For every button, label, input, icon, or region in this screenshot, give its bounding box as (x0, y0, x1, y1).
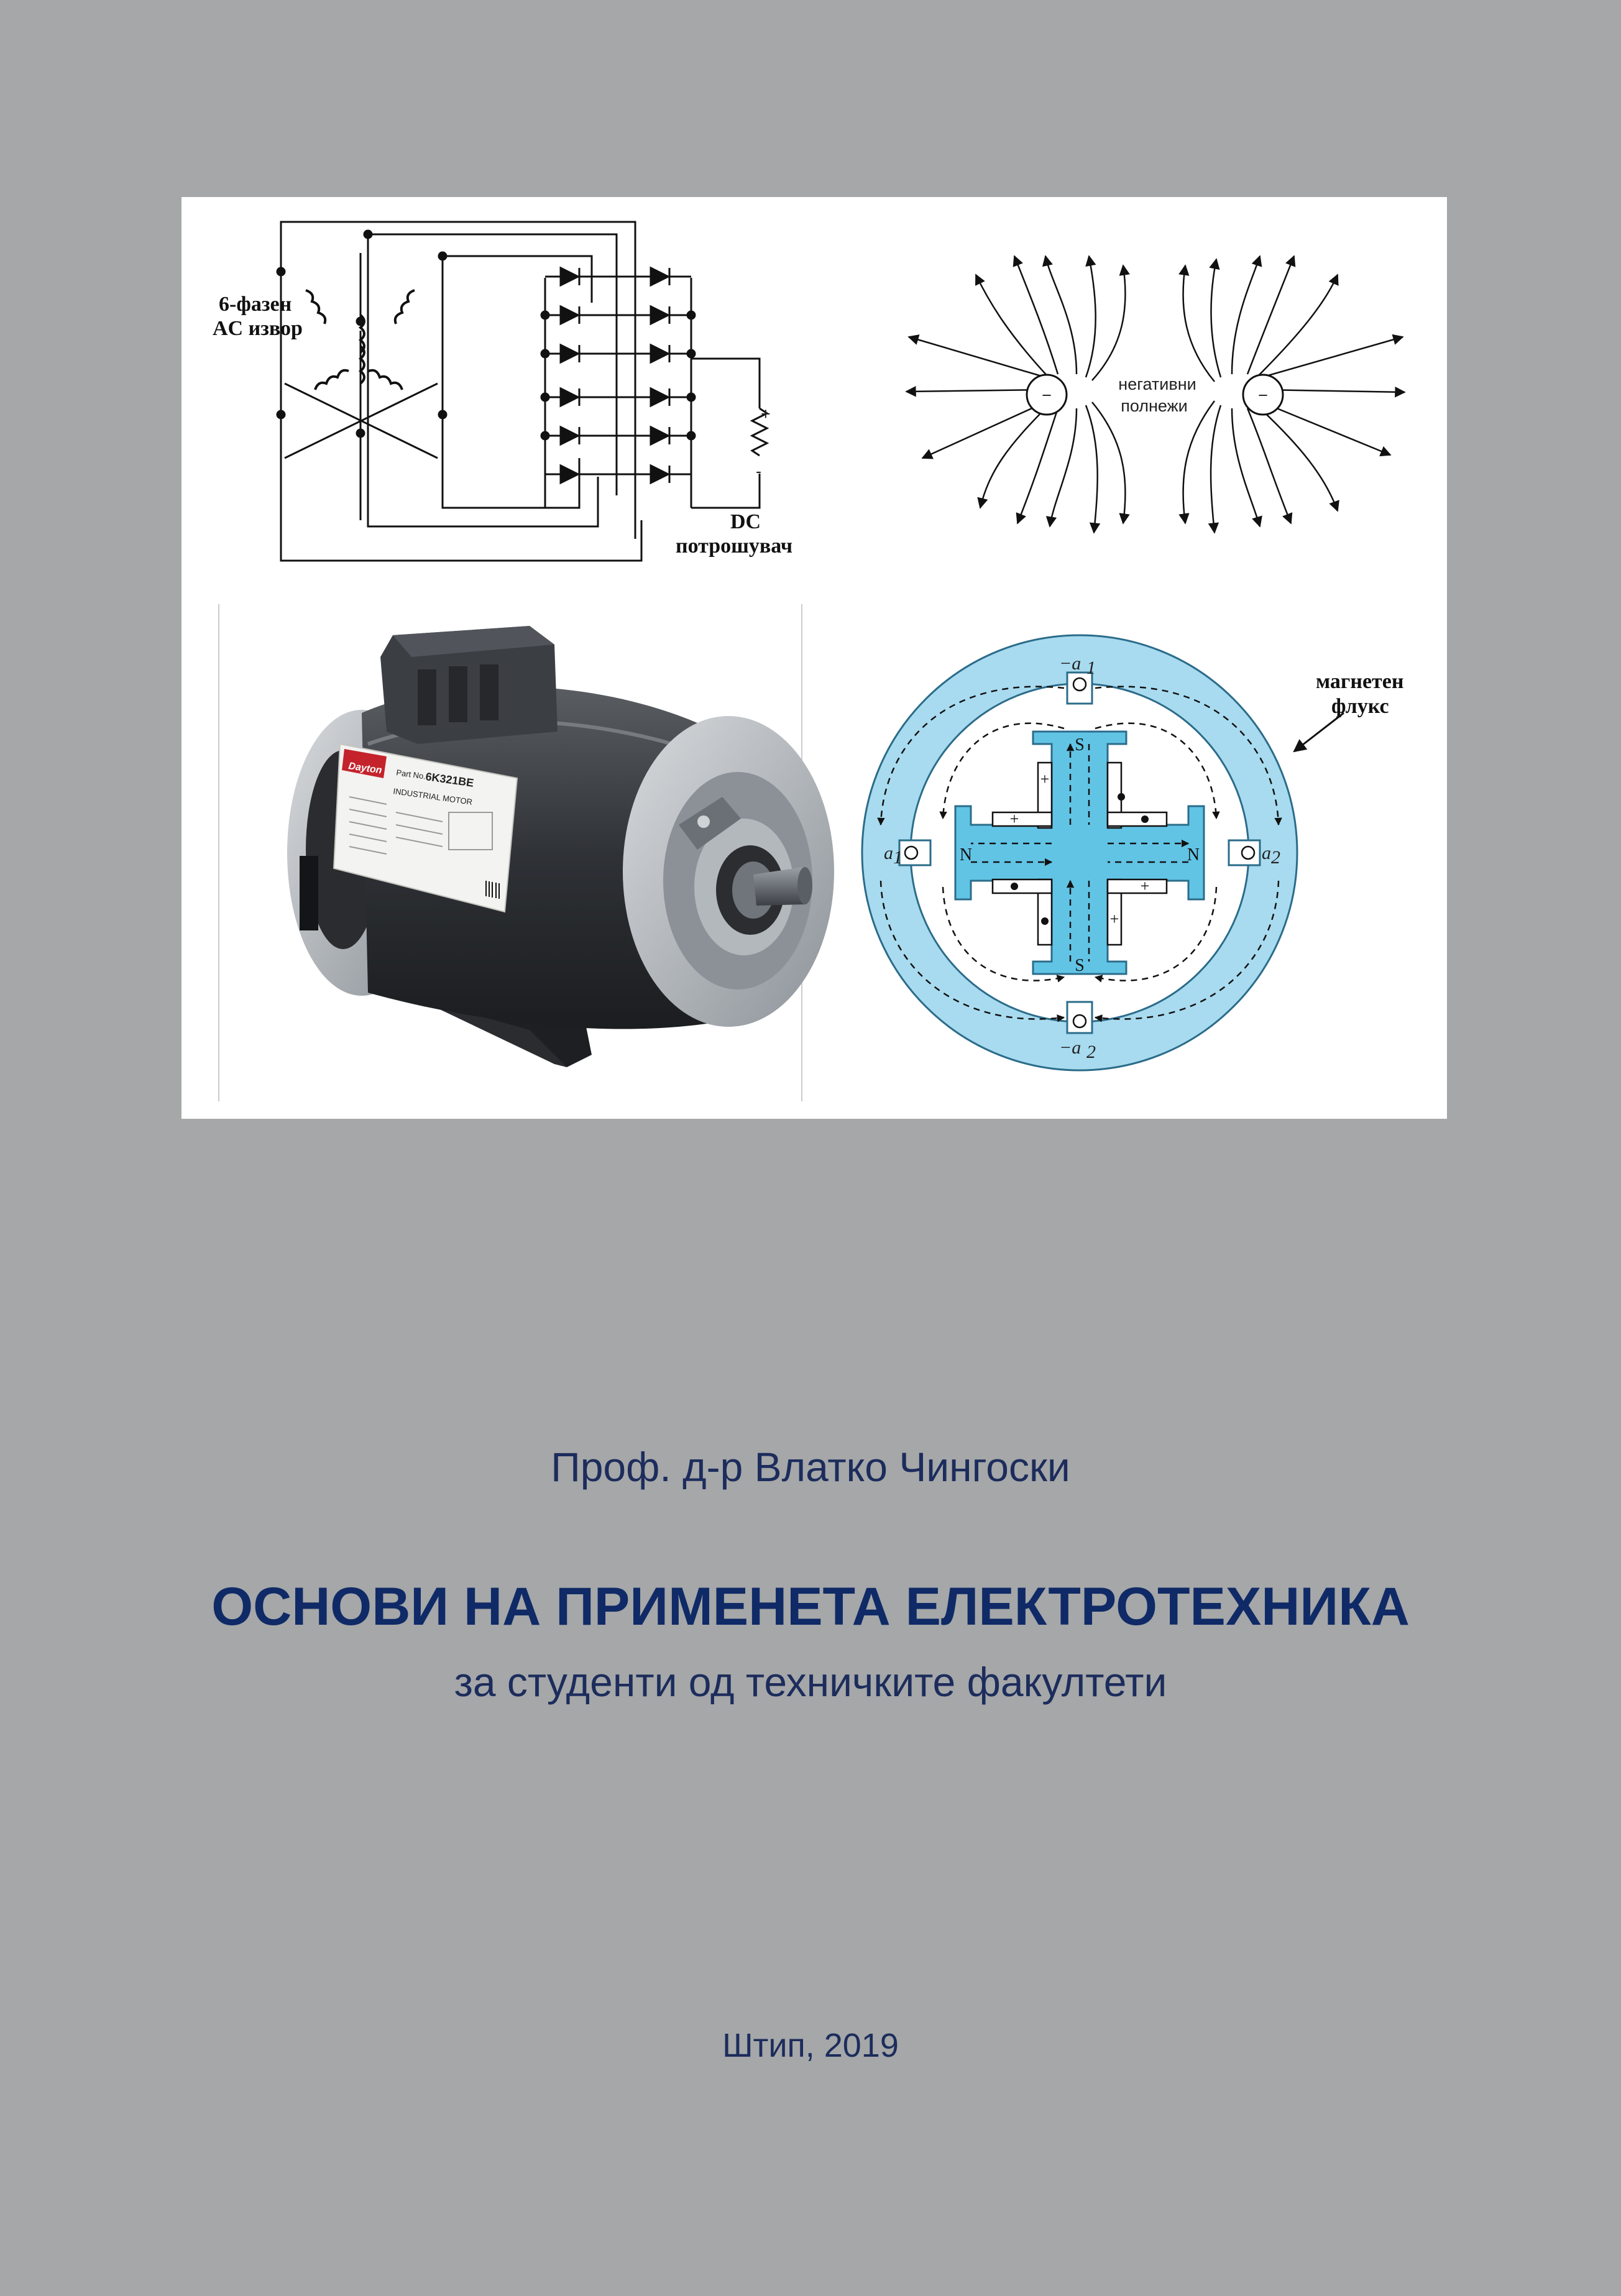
label-a1: a (884, 843, 893, 863)
label-neg-a1: −a (1059, 653, 1081, 674)
pole-s-bottom: S (1075, 956, 1085, 975)
negative-charges-figure (906, 256, 1447, 533)
label-neg-a2-sub: 2 (1086, 1042, 1096, 1062)
rectifier-load-label-2: потрошувач (676, 535, 793, 558)
plus-left: + (1009, 810, 1019, 828)
plus-right: + (1140, 877, 1150, 895)
label-a1-sub: 1 (893, 847, 902, 868)
motor-part-number: 6K321BE (425, 770, 475, 789)
charge-sign-left: − (1042, 386, 1052, 405)
flux-label-2: флукс (1331, 695, 1389, 718)
place-and-year: Штип, 2019 (722, 2027, 899, 2064)
rectifier-source-label-1: 6-фазен (219, 293, 292, 316)
diode-array (277, 231, 695, 483)
motor-photo-figure (287, 626, 834, 1067)
cover-illustrations (181, 197, 1447, 1119)
author-name: Проф. д-р Влатко Чингоски (551, 1444, 1070, 1490)
book-subtitle: за студенти од техничките факултети (454, 1659, 1167, 1705)
plus-top-left: + (1040, 770, 1050, 788)
pole-n-right: N (1187, 845, 1200, 865)
charges-label-1: негативни (1118, 375, 1196, 393)
rectifier-minus-sign: - (756, 462, 761, 480)
plus-bottom-right: + (1109, 910, 1119, 928)
charges-label-2: полнежи (1121, 397, 1188, 415)
rectifier-source-label-2: AC извор (213, 317, 303, 340)
flux-label-1: магнетен (1316, 670, 1404, 693)
rectifier-load-label-1: DC (730, 510, 761, 533)
motor-type: INDUSTRIAL MOTOR (392, 786, 473, 807)
rectifier-circuit-figure (281, 222, 767, 561)
motor-brand: Dayton (347, 761, 383, 776)
label-a2: a (1262, 843, 1271, 863)
charge-sign-right: − (1258, 386, 1268, 405)
pole-n-left: N (959, 845, 973, 865)
motor-part-prefix: Part No. (395, 768, 426, 781)
book-title: ОСНОВИ НА ПРИМЕНЕТА ЕЛЕКТРОТЕХНИКА (211, 1577, 1410, 1637)
field-lines-right-charge (1183, 256, 1447, 533)
label-neg-a2: −a (1059, 1037, 1081, 1058)
field-lines-left-charge (906, 256, 1125, 533)
label-neg-a1-sub: 1 (1086, 658, 1096, 678)
rectifier-plus-sign: + (761, 405, 771, 423)
cover-illustration-panel (181, 197, 1447, 1119)
label-a2-sub: 2 (1271, 847, 1280, 868)
six-phase-windings (285, 253, 438, 520)
pole-s-top: S (1075, 735, 1085, 755)
